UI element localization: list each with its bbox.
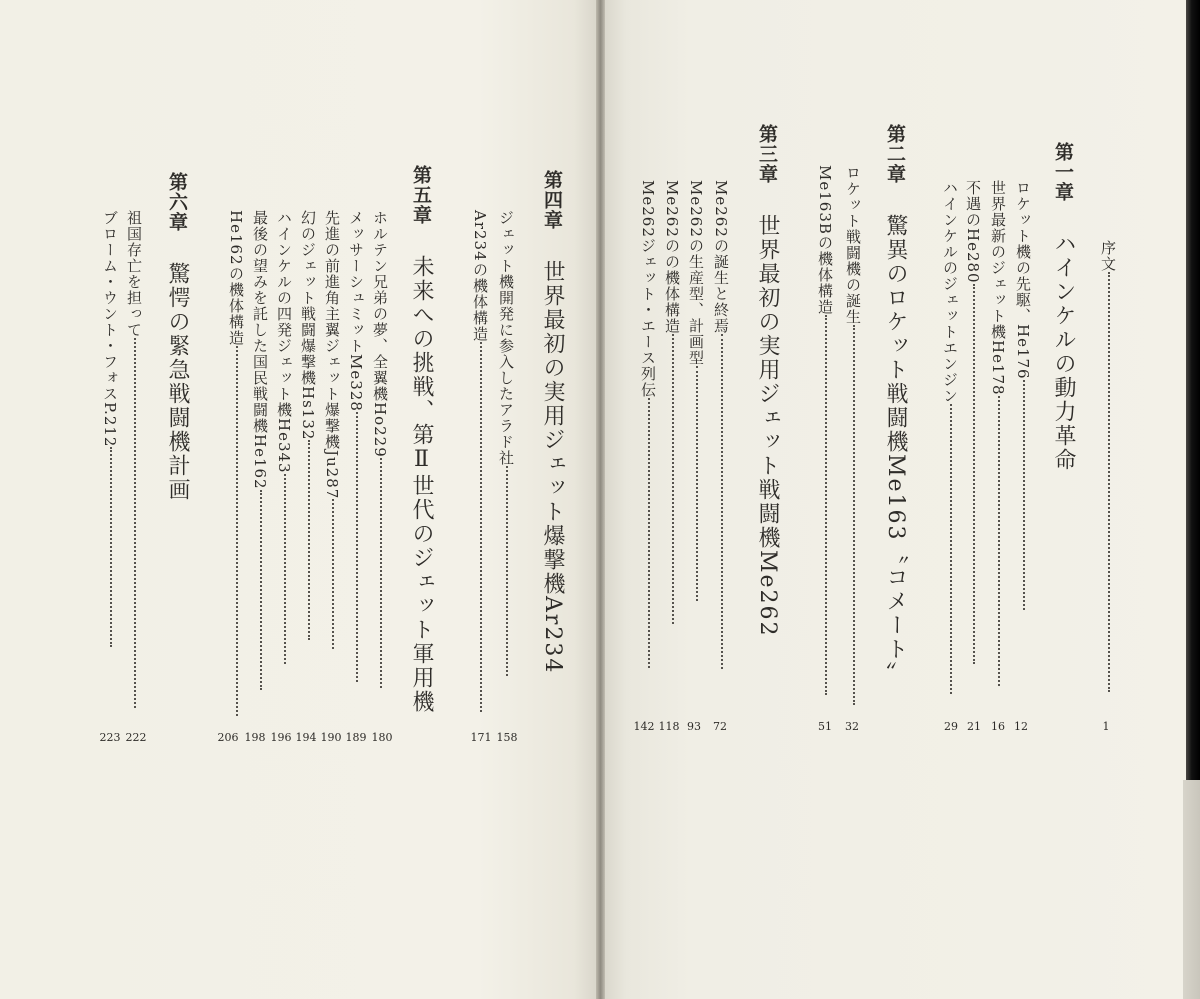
toc-entry[interactable] (1013, 180, 1034, 610)
chapter-heading[interactable] (162, 172, 193, 502)
entry-title: 世界最新のジェット機He178 (989, 180, 1007, 396)
toc-entry[interactable] (274, 210, 295, 664)
toc-entry[interactable] (496, 210, 517, 676)
entry-title: ホルテン兄弟の夢、全翼機Ho229 (371, 210, 389, 458)
chapter-label: 第五章 (410, 165, 432, 225)
entry-title: ロケット戦闘機の誕生 (844, 165, 862, 325)
page-number: 142 (633, 720, 655, 733)
entry-title: 不遇のHe280 (964, 180, 982, 284)
page-number: 12 (1014, 720, 1028, 733)
chapter-title: 未来への挑戦、第Ⅱ世代のジェット軍用機 (409, 255, 434, 714)
toc-entry[interactable] (843, 165, 864, 705)
chapter-label: 第四章 (541, 170, 563, 230)
page-number: 194 (295, 731, 317, 744)
leader-dots (973, 284, 975, 664)
table-surface (1183, 780, 1200, 999)
page-number: 29 (944, 720, 958, 733)
preface-entry[interactable] (1098, 240, 1119, 692)
leader-dots (356, 412, 358, 682)
page-number: 198 (244, 731, 266, 744)
entry-title: Ar234の機体構造 (471, 210, 489, 342)
entry-title: Me163Bの機体構造 (816, 165, 834, 315)
entry-title: 最後の望みを託した国民戦闘機He162 (251, 210, 269, 490)
leader-dots (332, 499, 334, 649)
chapter-label: 第二章 (884, 124, 906, 184)
leader-dots (134, 338, 136, 708)
leader-dots (380, 458, 382, 688)
leader-dots (998, 396, 1000, 686)
leader-dots (236, 346, 238, 716)
page-number: 118 (658, 720, 680, 733)
toc-entry[interactable] (100, 210, 121, 647)
leader-dots (648, 398, 650, 668)
toc-entry[interactable] (298, 210, 319, 640)
toc-entry[interactable] (226, 210, 247, 716)
toc-entry[interactable] (662, 180, 683, 624)
leader-dots (1108, 272, 1110, 692)
chapter-heading[interactable] (1048, 142, 1079, 472)
toc-entry[interactable] (940, 180, 961, 694)
leader-dots (825, 315, 827, 695)
page-number: 32 (845, 720, 859, 733)
toc-entry[interactable] (250, 210, 271, 690)
toc-entry[interactable] (963, 180, 984, 664)
entry-title: Me262の誕生と終焉 (712, 180, 730, 334)
chapter-title: 世界最初の実用ジェット戦闘機Me262 (755, 214, 780, 638)
page-number: 158 (496, 731, 518, 744)
page-number: 51 (818, 720, 832, 733)
entry-title: ブローム・ウント・フォスP.212 (101, 210, 119, 448)
page-number: 21 (967, 720, 981, 733)
toc-entry[interactable] (346, 210, 367, 682)
leader-dots (284, 474, 286, 664)
entry-title: ジェット機開発に参入したアラド社 (497, 210, 515, 466)
entry-title: ハインケルの四発ジェット機He343 (275, 210, 293, 474)
entry-title: Me262のの機体構造 (663, 180, 681, 334)
leader-dots (480, 342, 482, 712)
toc-entry[interactable] (124, 210, 145, 708)
chapter-label: 第三章 (756, 124, 778, 184)
entry-title: メッサーシュミットMe328 (347, 210, 365, 412)
page-number: 171 (470, 731, 492, 744)
entry-title: Me262の生産型、計画型 (687, 180, 705, 366)
entry-title: 祖国存亡を担って (125, 210, 143, 338)
chapter-title: 驚異のロケット戦闘機Me163〝コメート〟 (883, 214, 908, 686)
leader-dots (308, 440, 310, 640)
leader-dots (853, 325, 855, 705)
page-number: 222 (125, 731, 147, 744)
chapter-title: 世界最初の実用ジェット爆撃機Ar234 (540, 260, 565, 675)
entry-title: ロケット機の先駆、He176 (1014, 180, 1032, 380)
entry-title: 幻のジェット戦闘爆撃機Hs132 (299, 210, 317, 441)
entry-title: ハインケルのジェットエンジン (941, 180, 959, 404)
leader-dots (696, 366, 698, 601)
page-number: 189 (345, 731, 367, 744)
entry-title: Me262ジェット・エース列伝 (639, 180, 657, 398)
toc-entry[interactable] (638, 180, 659, 668)
toc-entry[interactable] (815, 165, 836, 695)
leader-dots (506, 466, 508, 676)
leader-dots (1023, 380, 1025, 610)
book-gutter (596, 0, 605, 999)
leader-dots (950, 404, 952, 694)
toc-entry[interactable] (470, 210, 491, 712)
toc-entry[interactable] (370, 210, 391, 688)
page-number: 190 (320, 731, 342, 744)
chapter-title: ハインケルの動力革命 (1051, 232, 1076, 472)
page-number: 196 (270, 731, 292, 744)
toc-entry[interactable] (322, 210, 343, 649)
page-number: 223 (99, 731, 121, 744)
toc-entry[interactable] (988, 180, 1009, 686)
chapter-heading[interactable] (406, 165, 437, 714)
page-number: 1 (1102, 720, 1110, 733)
page-number: 180 (371, 731, 393, 744)
leader-dots (110, 447, 112, 647)
chapter-label: 第六章 (166, 172, 188, 232)
leader-dots (721, 334, 723, 669)
leader-dots (672, 334, 674, 624)
chapter-label: 第一章 (1052, 142, 1074, 202)
preface-title: 序文 (1099, 240, 1117, 272)
toc-entry[interactable] (711, 180, 732, 669)
page-number: 206 (217, 731, 239, 744)
page-number: 93 (687, 720, 701, 733)
entry-title: He162の機体構造 (227, 210, 245, 346)
leader-dots (260, 490, 262, 690)
chapter-heading[interactable] (537, 170, 568, 674)
entry-title: 先進の前進角主翼ジェット爆撃機Ju287 (323, 210, 341, 500)
toc-entry[interactable] (686, 180, 707, 601)
page-number: 72 (713, 720, 727, 733)
chapter-title: 驚愕の緊急戦闘機計画 (165, 262, 190, 502)
page-number: 16 (991, 720, 1005, 733)
chapter-heading[interactable] (752, 124, 783, 638)
chapter-heading[interactable] (880, 124, 911, 686)
